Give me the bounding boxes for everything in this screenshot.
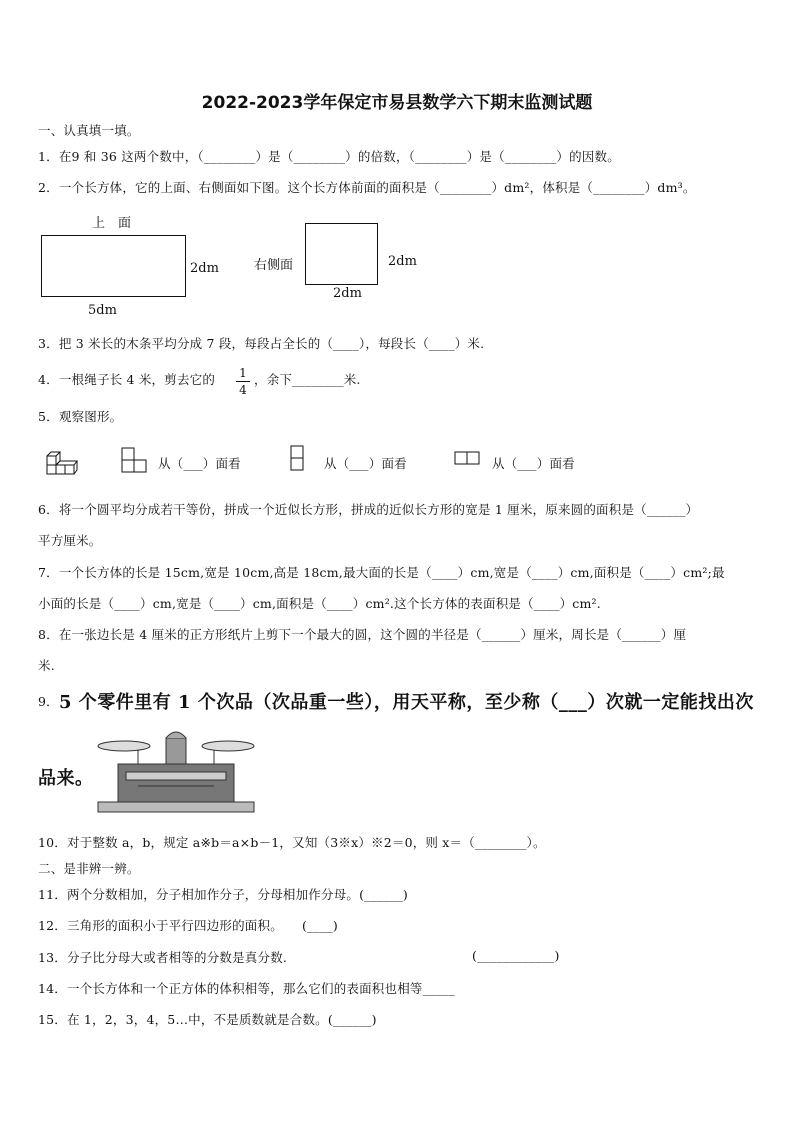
question-7-line-2: 小面的长是（____）cm,宽是（____）cm,面积是（____）cm².这个长方体的表面积是（____）cm². <box>38 596 601 611</box>
question-2: 2．一个长方体，它的上面、右侧面如下图。这个长方体前面的面积是（________）dm²，体积是（________）dm³。 <box>38 180 696 195</box>
section-heading-2: 二、是非辨一辨。 <box>38 861 140 876</box>
fraction-numerator: 1 <box>239 366 247 380</box>
question-9-number: 9． <box>38 694 59 709</box>
question-15: 15．在 1，2，3，4，5…中，不是质数就是合数。(______) <box>38 1012 377 1027</box>
view-figure-3 <box>454 451 484 467</box>
page-title: 2022-2023学年保定市易县数学六下期末监测试题 <box>201 93 593 113</box>
question-9-line-2: 品来。 <box>38 768 94 789</box>
side-face-label: 右侧面 <box>254 258 294 273</box>
fraction-bar <box>236 381 250 382</box>
balance-scale-image <box>96 724 256 816</box>
view-figure-2 <box>290 445 306 471</box>
top-face-height-label: 2dm <box>190 261 219 276</box>
top-face-width-label: 5dm <box>88 303 117 318</box>
question-14: 14．一个长方体和一个正方体的体积相等，那么它们的表面积也相等_____ <box>38 981 455 996</box>
view-option-1: 从（___）面看 <box>158 456 241 471</box>
question-11: 11．两个分数相加，分子相加作分子，分母相加作分母。(______) <box>38 887 408 902</box>
question-10: 10．对于整数 a，b，规定 a※b＝a×b－1，又知（3※x）※2＝0，则 x＝（________）。 <box>38 835 546 850</box>
view-figure-1 <box>121 447 149 473</box>
question-8-line-1: 8．在一张边长是 4 厘米的正方形纸片上剪下一个最大的圆，这个圆的半径是（______）厘米，周长是（______）厘 <box>38 627 687 642</box>
side-face-width-label: 2dm <box>333 286 362 301</box>
top-face-label: 上 面 <box>92 216 132 231</box>
view-option-3: 从（___）面看 <box>492 456 575 471</box>
question-9-line-1: 5 个零件里有 1 个次品（次品重一些），用天平称，至少称（___）次就一定能找出次 <box>59 692 754 713</box>
fraction-denominator: 4 <box>239 383 247 397</box>
question-7-line-1: 7．一个长方体的长是 15cm,宽是 10cm,高是 18cm,最大面的长是（____）cm,宽是（____）cm,面积是（____）cm²;最 <box>38 565 725 580</box>
question-1: 1．在9 和 36 这两个数中，（________）是（________）的倍数，（________）是（________）的因数。 <box>38 149 620 164</box>
question-13-blank: (____________) <box>472 948 560 963</box>
question-4-after: ，余下________米. <box>254 372 361 387</box>
section-heading-1: 一、认真填一填。 <box>38 123 140 138</box>
question-12: 12．三角形的面积小于平行四边形的面积。 (____) <box>38 918 339 933</box>
question-3: 3．把 3 米长的木条平均分成 7 段，每段占全长的（____），每段长（____）米. <box>38 336 485 351</box>
top-face-rectangle <box>41 235 186 297</box>
question-13: 13．分子比分母大或者相等的分数是真分数. <box>38 950 288 965</box>
cube-stack-figure <box>46 446 78 476</box>
question-5: 5．观察图形。 <box>38 409 123 424</box>
question-4-text <box>38 370 215 388</box>
question-4-before: 4．一根绳子长 4 米，剪去它的 <box>38 372 216 387</box>
side-face-square <box>305 223 378 285</box>
fraction-one-quarter <box>236 366 250 397</box>
side-face-height-label: 2dm <box>388 254 417 269</box>
question-6-line-1: 6．将一个圆平均分成若干等份，拼成一个近似长方形，拼成的近似长方形的宽是 1 厘米，原来圆的面积是（______） <box>38 502 699 517</box>
question-6-line-2: 平方厘米。 <box>38 533 102 548</box>
question-8-line-2: 米. <box>38 658 55 673</box>
view-option-2: 从（___）面看 <box>324 456 407 471</box>
